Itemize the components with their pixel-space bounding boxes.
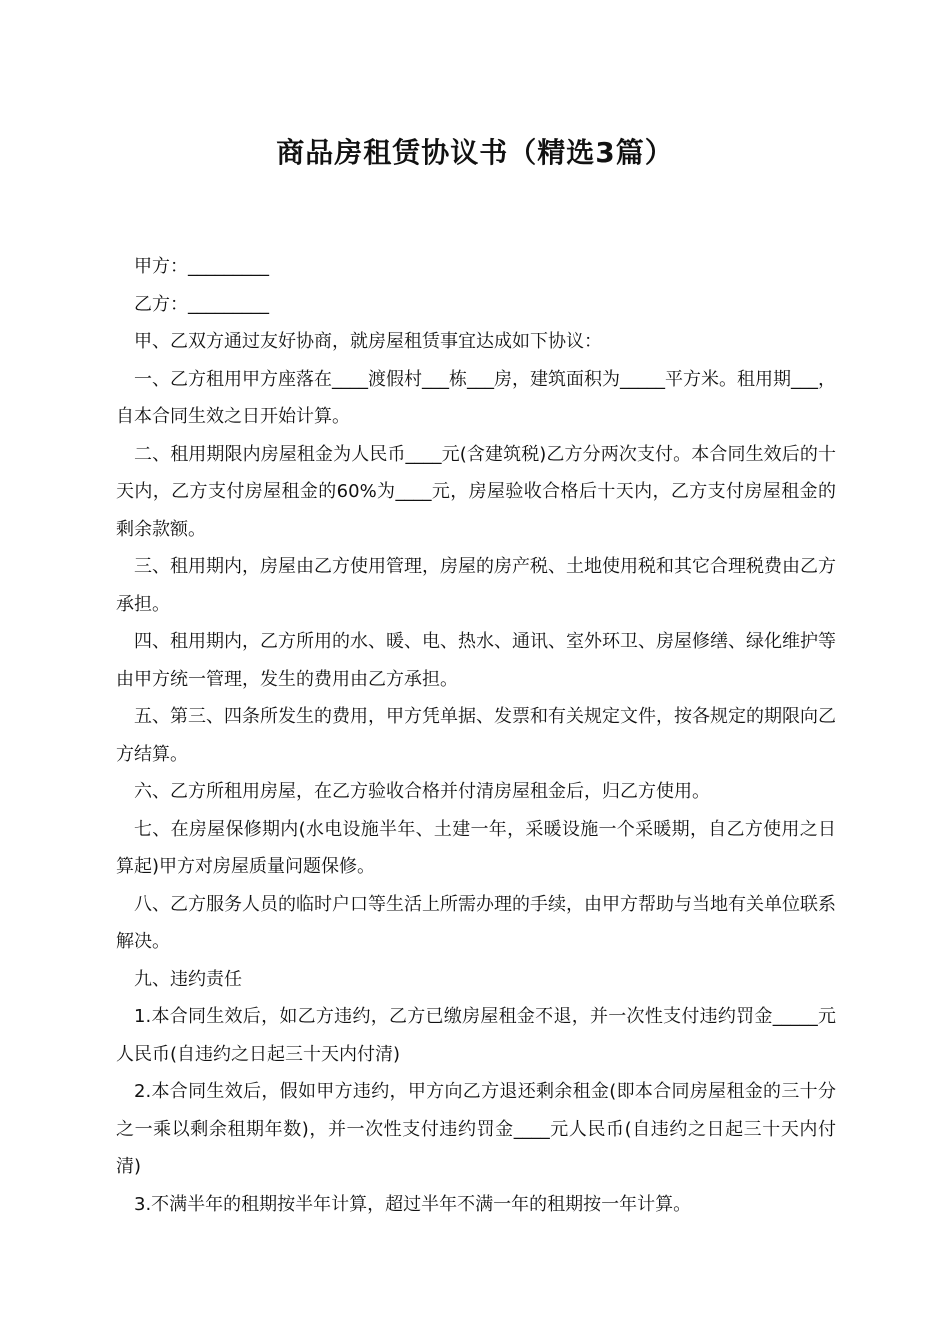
clause-6: 六、乙方所租用房屋，在乙方验收合格并付清房屋租金后，归乙方使用。: [134, 781, 710, 802]
clause-5: 五、第三、四条所发生的费用，甲方凭单据、发票和有关规定文件，按各规定的期限向乙方结算。: [116, 706, 836, 765]
clause-9-heading: 九、违约责任: [134, 968, 242, 990]
clause-1: 一、乙方租用甲方座落在____渡假村___栋___房，建筑面积为_____平方米。租用期___，自本合同生效之日开始计算。: [116, 368, 836, 427]
clause-9-item-2: 2.本合同生效后，假如甲方违约，甲方向乙方退还剩余租金(即本合同房屋租金的三十分之一乘以剩余租期年数)，并一次性支付违约罚金____元人民币(自违约之日起三十天内付清): [116, 1081, 836, 1177]
document-title: 商品房租赁协议书（精选3篇）: [276, 136, 674, 169]
clause-3: 三、租用期内，房屋由乙方使用管理，房屋的房产税、土地使用税和其它合理税费由乙方承担。: [116, 556, 836, 615]
clause-2: 二、租用期限内房屋租金为人民币____元(含建筑税)乙方分两次支付。本合同生效后的十天内，乙方支付房屋租金的60%为____元，房屋验收合格后十天内，乙方支付房屋租金的剩余款额。: [116, 443, 836, 540]
clause-4: 四、租用期内，乙方所用的水、暖、电、热水、通讯、室外环卫、房屋修缮、绿化维护等由甲方统一管理，发生的费用由乙方承担。: [116, 631, 836, 690]
party-a-line: 甲方：_________: [134, 256, 269, 277]
agreement-intro: 甲、乙双方通过友好协商，就房屋租赁事宜达成如下协议：: [134, 331, 602, 352]
document-body: [116, 248, 836, 1223]
clause-8: 八、乙方服务人员的临时户口等生活上所需办理的手续，由甲方帮助与当地有关单位联系解决。: [116, 893, 836, 952]
clause-9-item-1: 1.本合同生效后，如乙方违约，乙方已缴房屋租金不退，并一次性支付违约罚金_____元人民币(自违约之日起三十天内付清): [116, 1006, 836, 1065]
clause-7: 七、在房屋保修期内(水电设施半年、土建一年，采暖设施一个采暖期，自乙方使用之日算起)甲方对房屋质量问题保修。: [116, 818, 836, 877]
clause-9-item-3: 3.不满半年的租期按半年计算，超过半年不满一年的租期按一年计算。: [134, 1193, 692, 1215]
party-b-line: 乙方：_________: [134, 293, 269, 315]
